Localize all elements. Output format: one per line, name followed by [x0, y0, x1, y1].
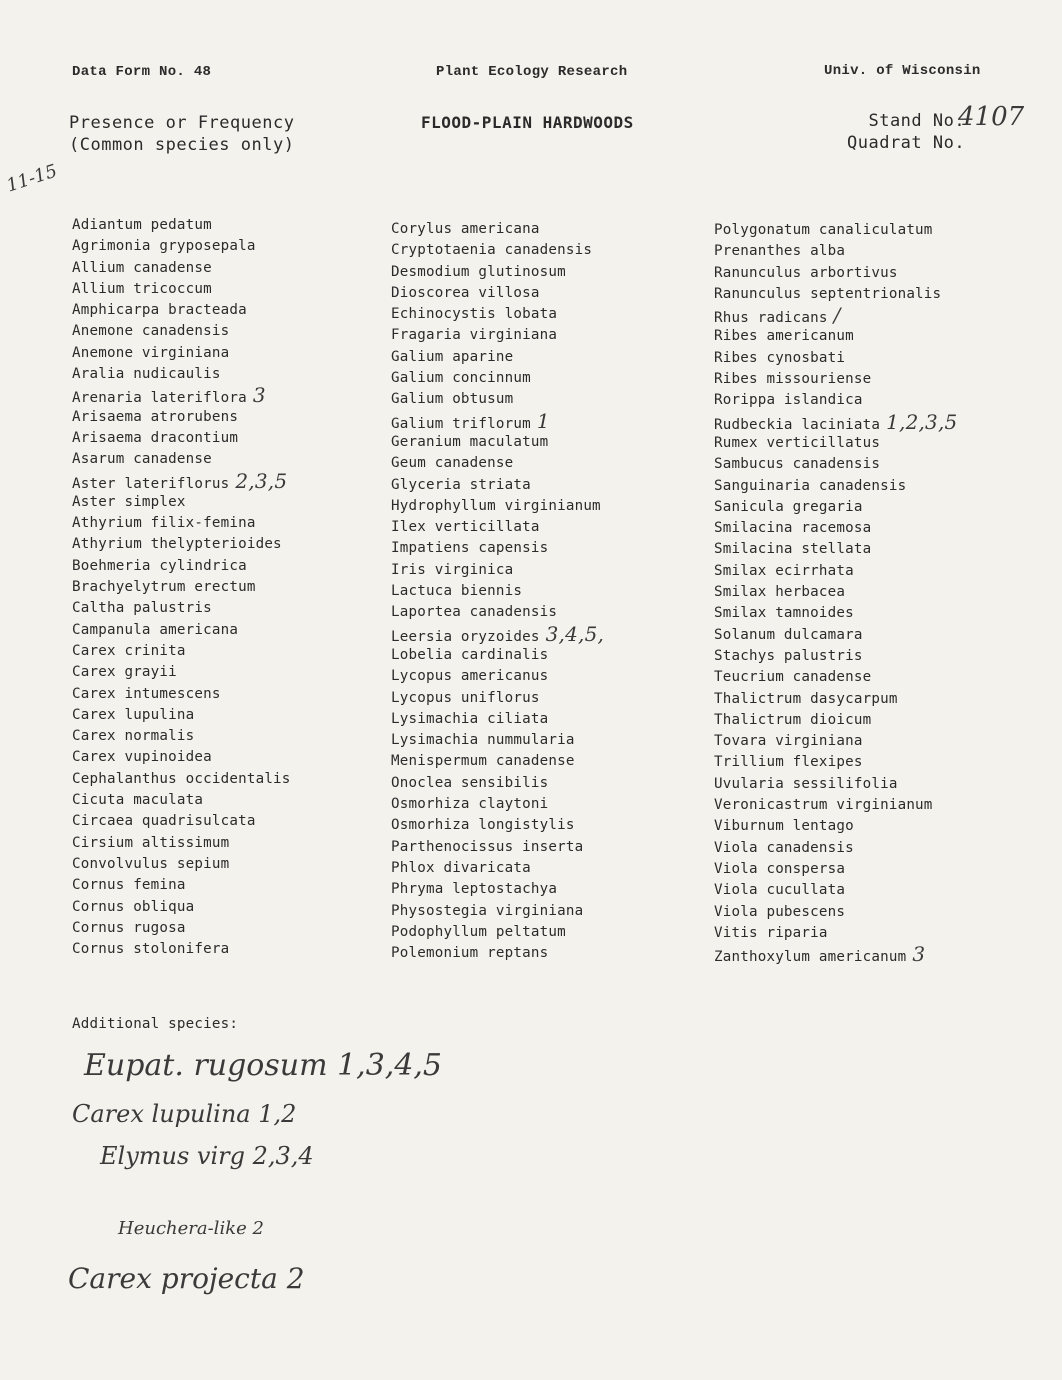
species-name: Tovara virginiana: [714, 733, 863, 750]
species-name: Carex lupulina: [72, 706, 195, 723]
species-name: Lycopus uniflorus: [391, 689, 540, 706]
species-row: [714, 348, 957, 369]
species-row: [391, 773, 604, 794]
species-row: [72, 875, 291, 896]
species-name: Viola conspersa: [714, 860, 846, 877]
frequency-note-handwritten: /: [833, 303, 841, 328]
university: Univ. of Wisconsin: [824, 63, 981, 79]
species-row: [72, 449, 291, 470]
species-row: [714, 795, 957, 816]
species-row: [391, 368, 604, 389]
additional-entry-2: Carex lupulina 1,2: [72, 1100, 297, 1128]
species-name: Physostegia virginiana: [391, 902, 584, 919]
species-row: [391, 751, 604, 772]
species-name: Boehmeria cylindrica: [72, 557, 247, 574]
species-name: Arisaema dracontium: [72, 429, 239, 446]
species-name: Fragaria virginiana: [391, 327, 558, 344]
species-row: [72, 684, 291, 705]
species-name: Menispermum canadense: [391, 753, 575, 770]
species-row: [714, 667, 957, 688]
species-row: [391, 922, 604, 943]
stand-label: Stand No.: [868, 111, 966, 131]
species-name: Polygonatum canaliculatum: [714, 222, 933, 238]
species-name: Solanum dulcamara: [714, 626, 863, 643]
species-name: Smilacina stellata: [714, 541, 872, 558]
species-name: Lactuca biennis: [391, 583, 523, 600]
species-name: Aralia nudicaulis: [72, 366, 221, 383]
species-row: [391, 453, 604, 474]
species-name: Lycopus americanus: [391, 668, 549, 685]
species-row: [714, 497, 957, 518]
species-name: Carex normalis: [72, 728, 195, 745]
frequency-note-handwritten: 3: [252, 383, 266, 408]
species-row: [391, 283, 604, 304]
species-name: Desmodium glutinosum: [391, 263, 566, 280]
additional-entry-1: Eupat. rugosum 1,3,4,5: [84, 1048, 443, 1083]
species-row: [72, 215, 291, 236]
frequency-note-handwritten: 2,3,5: [235, 468, 288, 493]
species-row: [714, 603, 957, 624]
species-name: Iris virginica: [391, 561, 514, 578]
species-name: Lobelia cardinalis: [391, 646, 549, 663]
additional-entry-3: Elymus virg 2,3,4: [100, 1142, 314, 1170]
species-row: [72, 918, 291, 939]
species-name: Ilex verticillata: [391, 519, 540, 536]
species-row: [72, 364, 291, 385]
species-row: [391, 837, 604, 858]
species-row: [714, 625, 957, 646]
species-name: Rudbeckia laciniata: [714, 416, 881, 433]
margin-note-handwritten: 11-15: [4, 160, 60, 197]
species-row: [72, 726, 291, 747]
species-name: Cornus stolonifera: [72, 941, 230, 958]
species-name: Viola cucullata: [714, 882, 846, 899]
species-name: Galium obtusum: [391, 391, 514, 408]
species-row: [72, 705, 291, 726]
species-row: [714, 880, 957, 901]
species-column-2: [391, 219, 604, 964]
species-row: [714, 284, 957, 305]
species-row: [714, 774, 957, 795]
species-name: Thalictrum dasycarpum: [714, 690, 898, 707]
species-row: [391, 901, 604, 922]
species-row: [72, 236, 291, 257]
species-name: Cryptotaenia canadensis: [391, 242, 593, 259]
species-name: Impatiens capensis: [391, 540, 549, 557]
species-name: Sambucus canadensis: [714, 456, 881, 473]
species-name: Cephalanthus occidentalis: [72, 770, 291, 787]
species-row: [72, 385, 291, 406]
species-row: [714, 305, 957, 326]
species-name: Stachys palustris: [714, 647, 863, 664]
form-number: Data Form No. 48: [72, 64, 212, 80]
species-row: [391, 304, 604, 325]
species-name: Lysimachia nummularia: [391, 732, 575, 749]
species-row: [714, 710, 957, 731]
species-name: Glyceria striata: [391, 476, 531, 493]
species-name: Viola pubescens: [714, 903, 846, 920]
species-row: [714, 476, 957, 497]
additional-species-label: Additional species:: [72, 1016, 239, 1032]
species-name: Smilacina racemosa: [714, 520, 872, 537]
species-row: [391, 645, 604, 666]
species-row: [391, 475, 604, 496]
species-name: Aster simplex: [72, 493, 186, 510]
species-name: Rumex verticillatus: [714, 434, 881, 451]
organization: Plant Ecology Research: [436, 64, 628, 80]
species-name: Geranium maculatum: [391, 433, 549, 450]
species-row: [72, 258, 291, 279]
species-row: [72, 790, 291, 811]
species-name: Cicuta maculata: [72, 792, 204, 809]
species-row: [72, 769, 291, 790]
species-row: [391, 560, 604, 581]
species-row: [714, 859, 957, 880]
species-row: [714, 646, 957, 667]
species-row: [391, 943, 604, 964]
species-name: Carex intumescens: [72, 685, 221, 702]
species-name: Lysimachia ciliata: [391, 710, 549, 727]
species-name: Amphicarpa bracteada: [72, 302, 247, 319]
species-row: [72, 620, 291, 641]
species-name: Hydrophyllum virginianum: [391, 497, 601, 514]
species-name: Sanicula gregaria: [714, 498, 863, 515]
species-row: [72, 833, 291, 854]
additional-entry-4: Heuchera-like 2: [118, 1218, 264, 1239]
species-row: [391, 517, 604, 538]
species-name: Teucrium canadense: [714, 669, 872, 686]
species-row: [714, 263, 957, 284]
species-row: [714, 902, 957, 923]
species-name: Cirsium altissimum: [72, 834, 230, 851]
species-row: [72, 747, 291, 768]
species-name: Rhus radicans: [714, 310, 828, 327]
species-row: [72, 811, 291, 832]
species-row: [714, 944, 957, 965]
quadrat-label: Quadrat No.: [847, 133, 966, 153]
presence-frequency-label: [69, 112, 294, 156]
species-name: Asarum canadense: [72, 451, 212, 468]
species-name: Carex crinita: [72, 642, 186, 659]
species-row: [72, 939, 291, 960]
species-name: Smilax ecirrhata: [714, 562, 854, 579]
species-row: [72, 321, 291, 342]
species-name: Aster lateriflorus: [72, 475, 230, 492]
species-row: [714, 731, 957, 752]
species-name: Dioscorea villosa: [391, 284, 540, 301]
species-name: Cornus rugosa: [72, 919, 186, 936]
species-name: Veronicastrum virginianum: [714, 797, 933, 814]
species-name: Viburnum lentago: [714, 818, 854, 835]
species-name: Allium tricoccum: [72, 280, 212, 297]
species-row: [714, 454, 957, 475]
species-row: [72, 279, 291, 300]
species-name: Allium canadense: [72, 259, 212, 276]
species-row: [72, 428, 291, 449]
species-name: Ribes americanum: [714, 328, 854, 345]
species-row: [72, 577, 291, 598]
species-row: [391, 621, 605, 646]
species-row: [72, 468, 291, 493]
species-name: Thalictrum dioicum: [714, 711, 872, 728]
species-row: [391, 432, 604, 453]
species-name: Cornus obliqua: [72, 898, 195, 915]
species-name: Corylus americana: [391, 221, 540, 237]
species-name: Ranunculus septentrionalis: [714, 285, 942, 302]
species-name: Campanula americana: [72, 621, 239, 638]
species-row: [72, 897, 291, 918]
species-row: [714, 518, 957, 539]
species-row: [391, 602, 604, 623]
species-row: [714, 582, 957, 603]
species-row: [714, 241, 957, 262]
species-name: Athyrium filix-femina: [72, 515, 256, 532]
species-name: Vitis riparia: [714, 924, 828, 941]
species-name: Caltha palustris: [72, 600, 212, 617]
species-row: [391, 389, 604, 410]
stand-quadrat-block: [847, 110, 965, 154]
species-row: [391, 879, 604, 900]
species-row: [391, 538, 604, 559]
species-name: Parthenocissus inserta: [391, 838, 584, 855]
species-row: [714, 369, 957, 390]
species-name: Osmorhiza longistylis: [391, 817, 575, 834]
species-name: Polemonium reptans: [391, 945, 549, 962]
species-row: [714, 689, 957, 710]
species-row: [714, 220, 957, 241]
species-name: Viola canadensis: [714, 839, 854, 856]
species-name: Trillium flexipes: [714, 754, 863, 771]
species-row: [391, 666, 604, 687]
species-row: [72, 534, 291, 555]
species-name: Phlox divaricata: [391, 859, 531, 876]
species-name: Adiantum pedatum: [72, 217, 212, 233]
species-row: [714, 816, 957, 837]
page-title: FLOOD-PLAIN HARDWOODS: [421, 113, 634, 132]
species-row: [391, 688, 604, 709]
species-row: [391, 408, 604, 433]
species-name: Prenanthes alba: [714, 243, 846, 260]
species-name: Agrimonia gryposepala: [72, 238, 256, 255]
species-row: [72, 556, 291, 577]
species-row: [391, 709, 604, 730]
species-row: [72, 513, 291, 534]
species-row: [391, 730, 604, 751]
species-name: Sanguinaria canadensis: [714, 477, 907, 494]
species-name: Arenaria lateriflora: [72, 390, 247, 407]
species-row: [714, 390, 957, 411]
species-row: [714, 409, 958, 434]
presence-line-2: (Common species only): [69, 135, 295, 155]
species-row: [72, 598, 291, 619]
species-row: [714, 838, 957, 859]
species-name: Geum canadense: [391, 455, 514, 472]
species-row: [391, 347, 604, 368]
species-row: [391, 262, 604, 283]
species-name: Convolvulus sepium: [72, 855, 230, 872]
species-row: [391, 240, 604, 261]
frequency-note-handwritten: 1,2,3,5: [886, 409, 958, 434]
species-row: [72, 300, 291, 321]
species-row: [72, 662, 291, 683]
species-row: [714, 539, 957, 560]
species-name: Zanthoxylum americanum: [714, 949, 907, 966]
species-name: Rorippa islandica: [714, 392, 863, 409]
species-row: [72, 854, 291, 875]
species-column-1: [72, 215, 291, 960]
frequency-note-handwritten: 3: [912, 942, 926, 967]
species-row: [714, 326, 957, 347]
species-name: Anemone virginiana: [72, 344, 230, 361]
species-name: Laportea canadensis: [391, 604, 558, 621]
species-row: [391, 581, 604, 602]
species-name: Athyrium thelypterioides: [72, 536, 282, 553]
species-row: [391, 219, 604, 240]
species-row: [391, 325, 604, 346]
species-row: [72, 343, 291, 364]
species-name: Phryma leptostachya: [391, 881, 558, 898]
species-name: Cornus femina: [72, 877, 186, 894]
species-row: [714, 561, 957, 582]
species-name: Podophyllum peltatum: [391, 923, 566, 940]
species-name: Uvularia sessilifolia: [714, 775, 898, 792]
species-row: [391, 794, 604, 815]
frequency-note-handwritten: 3,4,5,: [545, 621, 605, 646]
species-row: [391, 815, 604, 836]
species-name: Anemone canadensis: [72, 323, 230, 340]
species-row: [72, 641, 291, 662]
species-name: Carex grayii: [72, 664, 177, 681]
species-name: Carex vupinoidea: [72, 749, 212, 766]
species-name: Osmorhiza claytoni: [391, 796, 549, 813]
species-name: Smilax tamnoides: [714, 605, 854, 622]
species-name: Ribes missouriense: [714, 371, 872, 388]
species-row: [714, 923, 957, 944]
species-name: Galium concinnum: [391, 370, 531, 387]
species-name: Smilax herbacea: [714, 584, 846, 601]
species-name: Leersia oryzoides: [391, 628, 540, 645]
species-name: Onoclea sensibilis: [391, 774, 549, 791]
presence-line-1: Presence or Frequency: [69, 113, 295, 133]
species-name: Echinocystis lobata: [391, 306, 558, 323]
species-name: Arisaema atrorubens: [72, 408, 239, 425]
species-name: Galium triflorum: [391, 415, 531, 432]
species-row: [714, 752, 957, 773]
species-column-3: [714, 220, 957, 965]
species-name: Ribes cynosbati: [714, 349, 846, 366]
species-row: [391, 858, 604, 879]
species-name: Galium aparine: [391, 348, 514, 365]
stand-number-handwritten: 4107: [958, 102, 1025, 132]
species-row: [391, 496, 604, 517]
additional-entry-5: Carex projecta 2: [68, 1262, 305, 1295]
species-row: [72, 407, 291, 428]
frequency-note-handwritten: 1: [536, 408, 550, 433]
species-row: [714, 433, 957, 454]
species-name: Ranunculus arbortivus: [714, 264, 898, 281]
species-name: Brachyelytrum erectum: [72, 579, 256, 596]
species-row: [72, 492, 291, 513]
species-name: Circaea quadrisulcata: [72, 813, 256, 830]
